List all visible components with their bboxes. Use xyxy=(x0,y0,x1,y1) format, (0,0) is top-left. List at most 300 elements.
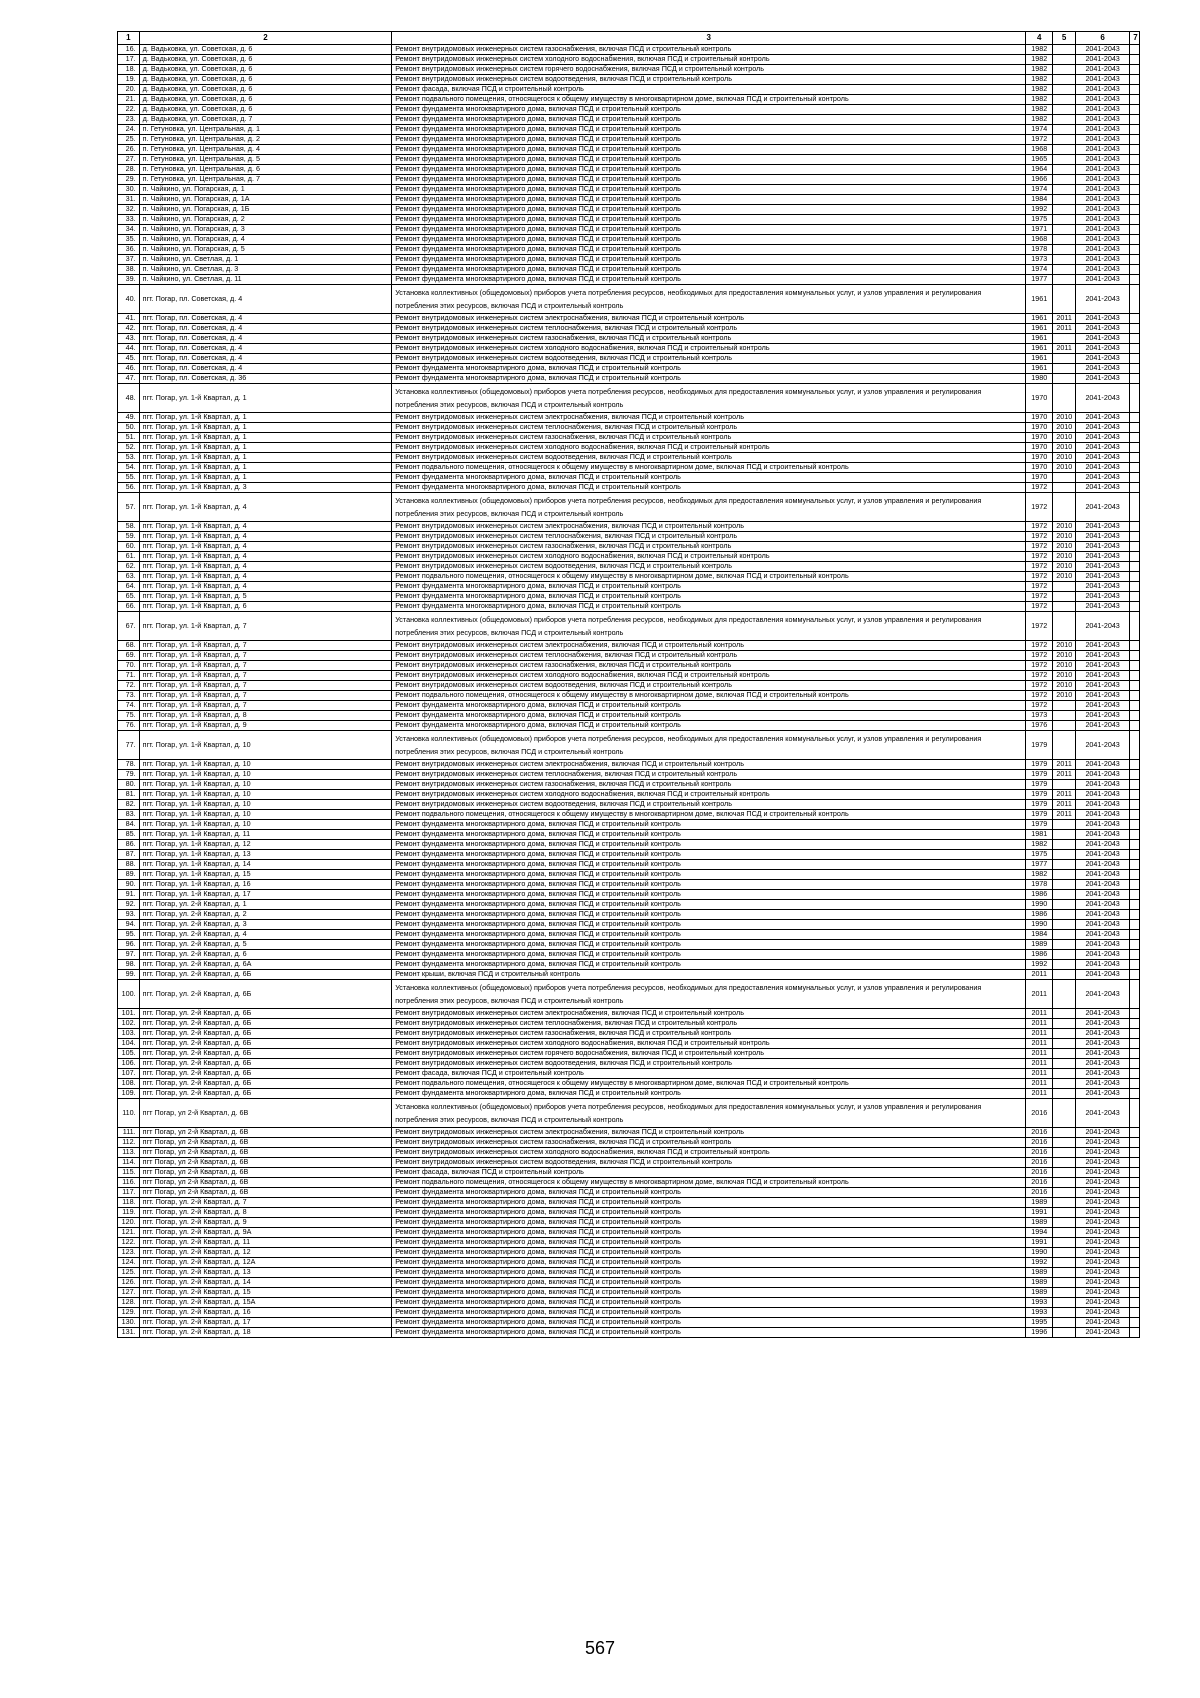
planned-period-cell: 2041-2043 xyxy=(1076,215,1130,225)
planned-period-cell: 2041-2043 xyxy=(1076,950,1130,960)
work-type-cell: Ремонт фундамента многоквартирного дома, включая ПСД и строительный контроль xyxy=(392,1238,1026,1248)
work-type-cell: Ремонт фундамента многоквартирного дома, включая ПСД и строительный контроль xyxy=(392,245,1026,255)
address-cell: пгт. Погар, ул. 1-й Квартал, д. 4 xyxy=(139,552,392,562)
planned-period-cell: 2041-2043 xyxy=(1076,572,1130,582)
build-year-cell: 1980 xyxy=(1026,374,1053,384)
last-repair-year-cell: 2011 xyxy=(1053,770,1076,780)
table-row xyxy=(118,1318,1140,1328)
last-repair-year-cell xyxy=(1053,235,1076,245)
last-repair-year-cell xyxy=(1053,135,1076,145)
last-repair-year-cell xyxy=(1053,85,1076,95)
note-cell xyxy=(1130,245,1140,255)
build-year-cell: 1968 xyxy=(1026,235,1053,245)
row-number-cell: 55. xyxy=(118,473,140,483)
build-year-cell: 1982 xyxy=(1026,95,1053,105)
address-cell: пгт. Погар, ул. 2-й Квартал, д. 6А xyxy=(139,960,392,970)
last-repair-year-cell: 2010 xyxy=(1053,413,1076,423)
note-cell xyxy=(1130,1128,1140,1138)
work-type-cell: Ремонт фундамента многоквартирного дома, включая ПСД и строительный контроль xyxy=(392,1268,1026,1278)
work-type-cell: Ремонт фундамента многоквартирного дома, включая ПСД и строительный контроль xyxy=(392,185,1026,195)
table-row xyxy=(118,235,1140,245)
planned-period-cell: 2041-2043 xyxy=(1076,691,1130,701)
address-cell: п. Чайкино, ул. Погарская, д. 3 xyxy=(139,225,392,235)
last-repair-year-cell xyxy=(1053,45,1076,55)
address-cell: пгт. Погар, ул. 1-й Квартал, д. 12 xyxy=(139,840,392,850)
last-repair-year-cell xyxy=(1053,1019,1076,1029)
work-type-cell: Ремонт внутридомовых инженерных систем электроснабжения, включая ПСД и строительный контроль xyxy=(392,413,1026,423)
note-cell xyxy=(1130,215,1140,225)
planned-period-cell: 2041-2043 xyxy=(1076,721,1130,731)
note-cell xyxy=(1130,980,1140,1009)
table-row xyxy=(118,572,1140,582)
last-repair-year-cell: 2011 xyxy=(1053,810,1076,820)
planned-period-cell: 2041-2043 xyxy=(1076,582,1130,592)
planned-period-cell: 2041-2043 xyxy=(1076,900,1130,910)
build-year-cell: 1991 xyxy=(1026,1208,1053,1218)
row-number-cell: 123. xyxy=(118,1248,140,1258)
work-type-cell: Ремонт внутридомовых инженерных систем холодного водоснабжения, включая ПСД и строительный контроль xyxy=(392,552,1026,562)
planned-period-cell: 2041-2043 xyxy=(1076,661,1130,671)
planned-period-cell: 2041-2043 xyxy=(1076,940,1130,950)
address-cell: д. Вадьковка, ул. Советская, д. 6 xyxy=(139,85,392,95)
planned-period-cell: 2041-2043 xyxy=(1076,830,1130,840)
address-cell: пгт. Погар, ул. 1-й Квартал, д. 4 xyxy=(139,542,392,552)
last-repair-year-cell xyxy=(1053,265,1076,275)
last-repair-year-cell xyxy=(1053,1188,1076,1198)
note-cell xyxy=(1130,552,1140,562)
work-type-cell: Ремонт подвального помещения, относящегося к общему имуществу в многоквартирном доме, включая ПСД и строительный контроль xyxy=(392,810,1026,820)
planned-period-cell: 2041-2043 xyxy=(1076,55,1130,65)
address-cell: пгт. Погар, ул. 1-й Квартал, д. 10 xyxy=(139,770,392,780)
build-year-cell: 1970 xyxy=(1026,463,1053,473)
last-repair-year-cell xyxy=(1053,1089,1076,1099)
row-number-cell: 73. xyxy=(118,691,140,701)
table-row xyxy=(118,1218,1140,1228)
work-type-cell: Ремонт внутридомовых инженерных систем газоснабжения, включая ПСД и строительный контроль xyxy=(392,1138,1026,1148)
row-number-cell: 114. xyxy=(118,1158,140,1168)
row-number-cell: 74. xyxy=(118,701,140,711)
note-cell xyxy=(1130,1228,1140,1238)
row-number-cell: 44. xyxy=(118,344,140,354)
table-row xyxy=(118,384,1140,413)
table-row xyxy=(118,950,1140,960)
build-year-cell: 1961 xyxy=(1026,285,1053,314)
address-cell: пгт. Погар, ул. 1-й Квартал, д. 7 xyxy=(139,661,392,671)
build-year-cell: 1972 xyxy=(1026,681,1053,691)
last-repair-year-cell xyxy=(1053,731,1076,760)
last-repair-year-cell xyxy=(1053,1138,1076,1148)
row-number-cell: 25. xyxy=(118,135,140,145)
last-repair-year-cell xyxy=(1053,105,1076,115)
row-number-cell: 112. xyxy=(118,1138,140,1148)
build-year-cell: 1972 xyxy=(1026,661,1053,671)
note-cell xyxy=(1130,960,1140,970)
planned-period-cell: 2041-2043 xyxy=(1076,1308,1130,1318)
work-type-cell: Ремонт внутридомовых инженерных систем холодного водоснабжения, включая ПСД и строительный контроль xyxy=(392,1148,1026,1158)
planned-period-cell: 2041-2043 xyxy=(1076,374,1130,384)
last-repair-year-cell xyxy=(1053,1039,1076,1049)
work-type-cell: Ремонт фундамента многоквартирного дома, включая ПСД и строительный контроль xyxy=(392,1288,1026,1298)
last-repair-year-cell xyxy=(1053,473,1076,483)
table-row xyxy=(118,1328,1140,1338)
build-year-cell: 1972 xyxy=(1026,562,1053,572)
row-number-cell: 57. xyxy=(118,493,140,522)
table-row xyxy=(118,1298,1140,1308)
last-repair-year-cell xyxy=(1053,970,1076,980)
planned-period-cell: 2041-2043 xyxy=(1076,85,1130,95)
last-repair-year-cell xyxy=(1053,711,1076,721)
address-cell: пгт. Погар, ул. 2-й Квартал, д. 12А xyxy=(139,1258,392,1268)
note-cell xyxy=(1130,522,1140,532)
note-cell xyxy=(1130,562,1140,572)
note-cell xyxy=(1130,324,1140,334)
table-row xyxy=(118,890,1140,900)
planned-period-cell: 2041-2043 xyxy=(1076,790,1130,800)
build-year-cell: 2016 xyxy=(1026,1128,1053,1138)
planned-period-cell: 2041-2043 xyxy=(1076,651,1130,661)
last-repair-year-cell xyxy=(1053,721,1076,731)
build-year-cell: 1970 xyxy=(1026,433,1053,443)
last-repair-year-cell: 2010 xyxy=(1053,453,1076,463)
last-repair-year-cell xyxy=(1053,1258,1076,1268)
build-year-cell: 2011 xyxy=(1026,1059,1053,1069)
planned-period-cell: 2041-2043 xyxy=(1076,562,1130,572)
planned-period-cell: 2041-2043 xyxy=(1076,384,1130,413)
note-cell xyxy=(1130,195,1140,205)
planned-period-cell: 2041-2043 xyxy=(1076,344,1130,354)
row-number-cell: 85. xyxy=(118,830,140,840)
row-number-cell: 108. xyxy=(118,1079,140,1089)
address-cell: д. Вадьковка, ул. Советская, д. 6 xyxy=(139,95,392,105)
note-cell xyxy=(1130,970,1140,980)
planned-period-cell: 2041-2043 xyxy=(1076,1288,1130,1298)
build-year-cell: 1976 xyxy=(1026,721,1053,731)
table-row xyxy=(118,1288,1140,1298)
address-cell: пгт. Погар, ул. 1-й Квартал, д. 4 xyxy=(139,582,392,592)
work-type-cell: Ремонт фундамента многоквартирного дома, включая ПСД и строительный контроль xyxy=(392,255,1026,265)
build-year-cell: 1990 xyxy=(1026,1248,1053,1258)
address-cell: п. Чайкино, ул. Светлая, д. 1 xyxy=(139,255,392,265)
table-row xyxy=(118,651,1140,661)
row-number-cell: 16. xyxy=(118,45,140,55)
note-cell xyxy=(1130,1218,1140,1228)
build-year-cell: 1990 xyxy=(1026,900,1053,910)
last-repair-year-cell xyxy=(1053,1238,1076,1248)
note-cell xyxy=(1130,890,1140,900)
row-number-cell: 86. xyxy=(118,840,140,850)
address-cell: пгт Погар, ул 2-й Квартал, д. 6В xyxy=(139,1168,392,1178)
address-cell: пгт. Погар, ул. 1-й Квартал, д. 5 xyxy=(139,592,392,602)
address-cell: п. Гетуновка, ул. Центральная, д. 1 xyxy=(139,125,392,135)
address-cell: пгт. Погар, ул. 2-й Квартал, д. 3 xyxy=(139,920,392,930)
table-row xyxy=(118,1178,1140,1188)
last-repair-year-cell xyxy=(1053,334,1076,344)
build-year-cell: 1992 xyxy=(1026,1258,1053,1268)
note-cell xyxy=(1130,463,1140,473)
note-cell xyxy=(1130,1079,1140,1089)
note-cell xyxy=(1130,205,1140,215)
last-repair-year-cell xyxy=(1053,1328,1076,1338)
planned-period-cell: 2041-2043 xyxy=(1076,1029,1130,1039)
table-row xyxy=(118,255,1140,265)
table-row xyxy=(118,125,1140,135)
note-cell xyxy=(1130,1238,1140,1248)
planned-period-cell: 2041-2043 xyxy=(1076,592,1130,602)
build-year-cell: 1964 xyxy=(1026,165,1053,175)
table-row xyxy=(118,324,1140,334)
table-row xyxy=(118,810,1140,820)
table-row xyxy=(118,1099,1140,1128)
note-cell xyxy=(1130,95,1140,105)
note-cell xyxy=(1130,542,1140,552)
work-type-cell: Ремонт фундамента многоквартирного дома, включая ПСД и строительный контроль xyxy=(392,940,1026,950)
note-cell xyxy=(1130,661,1140,671)
last-repair-year-cell xyxy=(1053,195,1076,205)
planned-period-cell: 2041-2043 xyxy=(1076,671,1130,681)
work-type-cell: Ремонт фундамента многоквартирного дома, включая ПСД и строительный контроль xyxy=(392,1308,1026,1318)
address-cell: пгт. Погар, ул. 2-й Квартал, д. 6 xyxy=(139,950,392,960)
row-number-cell: 107. xyxy=(118,1069,140,1079)
work-type-cell: Ремонт внутридомовых инженерных систем водоотведения, включая ПСД и строительный контроль xyxy=(392,354,1026,364)
planned-period-cell: 2041-2043 xyxy=(1076,1128,1130,1138)
build-year-cell: 1979 xyxy=(1026,780,1053,790)
planned-period-cell: 2041-2043 xyxy=(1076,641,1130,651)
planned-period-cell: 2041-2043 xyxy=(1076,1049,1130,1059)
work-type-cell: Ремонт фундамента многоквартирного дома, включая ПСД и строительный контроль xyxy=(392,830,1026,840)
work-type-cell: Ремонт внутридомовых инженерных систем холодного водоснабжения, включая ПСД и строительный контроль xyxy=(392,55,1026,65)
note-cell xyxy=(1130,830,1140,840)
build-year-cell: 2011 xyxy=(1026,1089,1053,1099)
column-header: 2 xyxy=(139,32,392,45)
row-number-cell: 34. xyxy=(118,225,140,235)
address-cell: пгт. Погар, ул. 2-й Квартал, д. 12 xyxy=(139,1248,392,1258)
address-cell: пгт. Погар, ул. 2-й Квартал, д. 14 xyxy=(139,1278,392,1288)
work-type-cell: Ремонт внутридомовых инженерных систем холодного водоснабжения, включая ПСД и строительный контроль xyxy=(392,344,1026,354)
planned-period-cell: 2041-2043 xyxy=(1076,1089,1130,1099)
address-cell: пгт. Погар, ул. 1-й Квартал, д. 7 xyxy=(139,641,392,651)
address-cell: пгт. Погар, ул. 1-й Квартал, д. 1 xyxy=(139,413,392,423)
build-year-cell: 1993 xyxy=(1026,1308,1053,1318)
work-type-cell: Ремонт внутридомовых инженерных систем газоснабжения, включая ПСД и строительный контроль xyxy=(392,433,1026,443)
work-type-cell: Ремонт фундамента многоквартирного дома, включая ПСД и строительный контроль xyxy=(392,860,1026,870)
last-repair-year-cell: 2010 xyxy=(1053,572,1076,582)
row-number-cell: 66. xyxy=(118,602,140,612)
build-year-cell: 1982 xyxy=(1026,105,1053,115)
last-repair-year-cell xyxy=(1053,95,1076,105)
work-type-cell: Ремонт внутридомовых инженерных систем газоснабжения, включая ПСД и строительный контроль xyxy=(392,542,1026,552)
note-cell xyxy=(1130,1089,1140,1099)
build-year-cell: 2016 xyxy=(1026,1158,1053,1168)
row-number-cell: 67. xyxy=(118,612,140,641)
table-row xyxy=(118,245,1140,255)
address-cell: д. Вадьковка, ул. Советская, д. 6 xyxy=(139,75,392,85)
note-cell xyxy=(1130,800,1140,810)
build-year-cell: 1996 xyxy=(1026,1328,1053,1338)
planned-period-cell: 2041-2043 xyxy=(1076,364,1130,374)
build-year-cell: 1992 xyxy=(1026,205,1053,215)
table-row xyxy=(118,1128,1140,1138)
note-cell xyxy=(1130,55,1140,65)
build-year-cell: 1986 xyxy=(1026,910,1053,920)
address-cell: пгт. Погар, ул. 1-й Квартал, д. 4 xyxy=(139,532,392,542)
work-type-cell: Ремонт фундамента многоквартирного дома, включая ПСД и строительный контроль xyxy=(392,275,1026,285)
address-cell: пгт. Погар, ул. 2-й Квартал, д. 6Б xyxy=(139,1089,392,1099)
row-number-cell: 58. xyxy=(118,522,140,532)
last-repair-year-cell: 2011 xyxy=(1053,800,1076,810)
work-type-cell: Ремонт фундамента многоквартирного дома, включая ПСД и строительный контроль xyxy=(392,205,1026,215)
row-number-cell: 23. xyxy=(118,115,140,125)
row-number-cell: 90. xyxy=(118,880,140,890)
address-cell: пгт. Погар, ул. 1-й Квартал, д. 1 xyxy=(139,453,392,463)
planned-period-cell: 2041-2043 xyxy=(1076,820,1130,830)
address-cell: пгт. Погар, ул. 1-й Квартал, д. 7 xyxy=(139,701,392,711)
note-cell xyxy=(1130,1138,1140,1148)
build-year-cell: 1975 xyxy=(1026,215,1053,225)
row-number-cell: 17. xyxy=(118,55,140,65)
planned-period-cell: 2041-2043 xyxy=(1076,423,1130,433)
address-cell: пгт. Погар, ул. 2-й Квартал, д. 6Б xyxy=(139,1049,392,1059)
work-type-cell: Ремонт фундамента многоквартирного дома, включая ПСД и строительный контроль xyxy=(392,1208,1026,1218)
build-year-cell: 1974 xyxy=(1026,265,1053,275)
last-repair-year-cell xyxy=(1053,125,1076,135)
last-repair-year-cell: 2010 xyxy=(1053,562,1076,572)
column-header: 3 xyxy=(392,32,1026,45)
planned-period-cell: 2041-2043 xyxy=(1076,185,1130,195)
planned-period-cell: 2041-2043 xyxy=(1076,155,1130,165)
last-repair-year-cell: 2011 xyxy=(1053,344,1076,354)
build-year-cell: 1966 xyxy=(1026,175,1053,185)
last-repair-year-cell xyxy=(1053,165,1076,175)
row-number-cell: 80. xyxy=(118,780,140,790)
last-repair-year-cell xyxy=(1053,1009,1076,1019)
planned-period-cell: 2041-2043 xyxy=(1076,1188,1130,1198)
table-row xyxy=(118,1258,1140,1268)
row-number-cell: 18. xyxy=(118,65,140,75)
work-type-cell: Ремонт фундамента многоквартирного дома, включая ПСД и строительный контроль xyxy=(392,950,1026,960)
work-type-cell: Ремонт фундамента многоквартирного дома, включая ПСД и строительный контроль xyxy=(392,900,1026,910)
work-type-cell: Ремонт фундамента многоквартирного дома, включая ПСД и строительный контроль xyxy=(392,155,1026,165)
work-type-cell: Ремонт внутридомовых инженерных систем газоснабжения, включая ПСД и строительный контроль xyxy=(392,45,1026,55)
planned-period-cell: 2041-2043 xyxy=(1076,175,1130,185)
last-repair-year-cell xyxy=(1053,1228,1076,1238)
table-row xyxy=(118,165,1140,175)
address-cell: пгт. Погар, ул. 2-й Квартал, д. 8 xyxy=(139,1208,392,1218)
row-number-cell: 91. xyxy=(118,890,140,900)
last-repair-year-cell xyxy=(1053,960,1076,970)
work-type-cell: Установка коллективных (общедомовых) приборов учета потребления ресурсов, необходимых для предоставления коммунальных услуг, и узлов управления и регулирования потребления этих ресурсов, включая ПСД и строительный контроль xyxy=(392,384,1026,413)
note-cell xyxy=(1130,45,1140,55)
table-row xyxy=(118,860,1140,870)
row-number-cell: 24. xyxy=(118,125,140,135)
address-cell: пгт. Погар, ул. 1-й Квартал, д. 4 xyxy=(139,562,392,572)
note-cell xyxy=(1130,1298,1140,1308)
row-number-cell: 122. xyxy=(118,1238,140,1248)
table-row xyxy=(118,105,1140,115)
last-repair-year-cell xyxy=(1053,255,1076,265)
address-cell: д. Вадьковка, ул. Советская, д. 6 xyxy=(139,55,392,65)
last-repair-year-cell: 2010 xyxy=(1053,463,1076,473)
address-cell: пгт. Погар, ул. 1-й Квартал, д. 10 xyxy=(139,810,392,820)
planned-period-cell: 2041-2043 xyxy=(1076,1268,1130,1278)
table-row xyxy=(118,880,1140,890)
table-row xyxy=(118,423,1140,433)
address-cell: пгт Погар, ул 2-й Квартал, д. 6В xyxy=(139,1099,392,1128)
address-cell: пгт. Погар, ул. 2-й Квартал, д. 9 xyxy=(139,1218,392,1228)
note-cell xyxy=(1130,850,1140,860)
build-year-cell: 1978 xyxy=(1026,880,1053,890)
planned-period-cell: 2041-2043 xyxy=(1076,960,1130,970)
note-cell xyxy=(1130,612,1140,641)
address-cell: пгт. Погар, ул. 2-й Квартал, д. 6Б xyxy=(139,1039,392,1049)
row-number-cell: 109. xyxy=(118,1089,140,1099)
row-number-cell: 120. xyxy=(118,1218,140,1228)
row-number-cell: 19. xyxy=(118,75,140,85)
work-type-cell: Ремонт фундамента многоквартирного дома, включая ПСД и строительный контроль xyxy=(392,840,1026,850)
work-type-cell: Ремонт фундамента многоквартирного дома, включая ПСД и строительный контроль xyxy=(392,850,1026,860)
table-row xyxy=(118,1168,1140,1178)
note-cell xyxy=(1130,433,1140,443)
address-cell: пгт. Погар, ул. 2-й Квартал, д. 17 xyxy=(139,1318,392,1328)
build-year-cell: 1970 xyxy=(1026,423,1053,433)
work-type-cell: Ремонт фундамента многоквартирного дома, включая ПСД и строительный контроль xyxy=(392,265,1026,275)
planned-period-cell: 2041-2043 xyxy=(1076,245,1130,255)
build-year-cell: 1984 xyxy=(1026,195,1053,205)
address-cell: пгт. Погар, ул. 1-й Квартал, д. 4 xyxy=(139,572,392,582)
build-year-cell: 1979 xyxy=(1026,810,1053,820)
planned-period-cell: 2041-2043 xyxy=(1076,1218,1130,1228)
planned-period-cell: 2041-2043 xyxy=(1076,235,1130,245)
build-year-cell: 1989 xyxy=(1026,1218,1053,1228)
address-cell: п. Чайкино, ул. Погарская, д. 5 xyxy=(139,245,392,255)
build-year-cell: 2011 xyxy=(1026,1019,1053,1029)
address-cell: пгт. Погар, ул. 1-й Квартал, д. 13 xyxy=(139,850,392,860)
row-number-cell: 21. xyxy=(118,95,140,105)
build-year-cell: 1965 xyxy=(1026,155,1053,165)
last-repair-year-cell xyxy=(1053,1178,1076,1188)
work-type-cell: Ремонт фундамента многоквартирного дома, включая ПСД и строительный контроль xyxy=(392,870,1026,880)
note-cell xyxy=(1130,1208,1140,1218)
planned-period-cell: 2041-2043 xyxy=(1076,602,1130,612)
address-cell: пгт Погар, ул 2-й Квартал, д. 6В xyxy=(139,1148,392,1158)
row-number-cell: 35. xyxy=(118,235,140,245)
work-type-cell: Ремонт фундамента многоквартирного дома, включая ПСД и строительный контроль xyxy=(392,1318,1026,1328)
row-number-cell: 33. xyxy=(118,215,140,225)
planned-period-cell: 2041-2043 xyxy=(1076,275,1130,285)
row-number-cell: 121. xyxy=(118,1228,140,1238)
build-year-cell: 2011 xyxy=(1026,1029,1053,1039)
build-year-cell: 1989 xyxy=(1026,1198,1053,1208)
planned-period-cell: 2041-2043 xyxy=(1076,810,1130,820)
column-header: 4 xyxy=(1026,32,1053,45)
row-number-cell: 77. xyxy=(118,731,140,760)
row-number-cell: 47. xyxy=(118,374,140,384)
last-repair-year-cell xyxy=(1053,860,1076,870)
work-type-cell: Ремонт фундамента многоквартирного дома, включая ПСД и строительный контроль xyxy=(392,920,1026,930)
row-number-cell: 70. xyxy=(118,661,140,671)
table-row xyxy=(118,1039,1140,1049)
address-cell: пгт. Погар, ул. 2-й Квартал, д. 4 xyxy=(139,930,392,940)
row-number-cell: 30. xyxy=(118,185,140,195)
work-type-cell: Ремонт фундамента многоквартирного дома, включая ПСД и строительный контроль xyxy=(392,175,1026,185)
build-year-cell: 1961 xyxy=(1026,364,1053,374)
work-type-cell: Ремонт внутридомовых инженерных систем теплоснабжения, включая ПСД и строительный контроль xyxy=(392,532,1026,542)
planned-period-cell: 2041-2043 xyxy=(1076,75,1130,85)
planned-period-cell: 2041-2043 xyxy=(1076,1099,1130,1128)
build-year-cell: 2011 xyxy=(1026,1079,1053,1089)
note-cell xyxy=(1130,701,1140,711)
note-cell xyxy=(1130,582,1140,592)
table-row xyxy=(118,413,1140,423)
